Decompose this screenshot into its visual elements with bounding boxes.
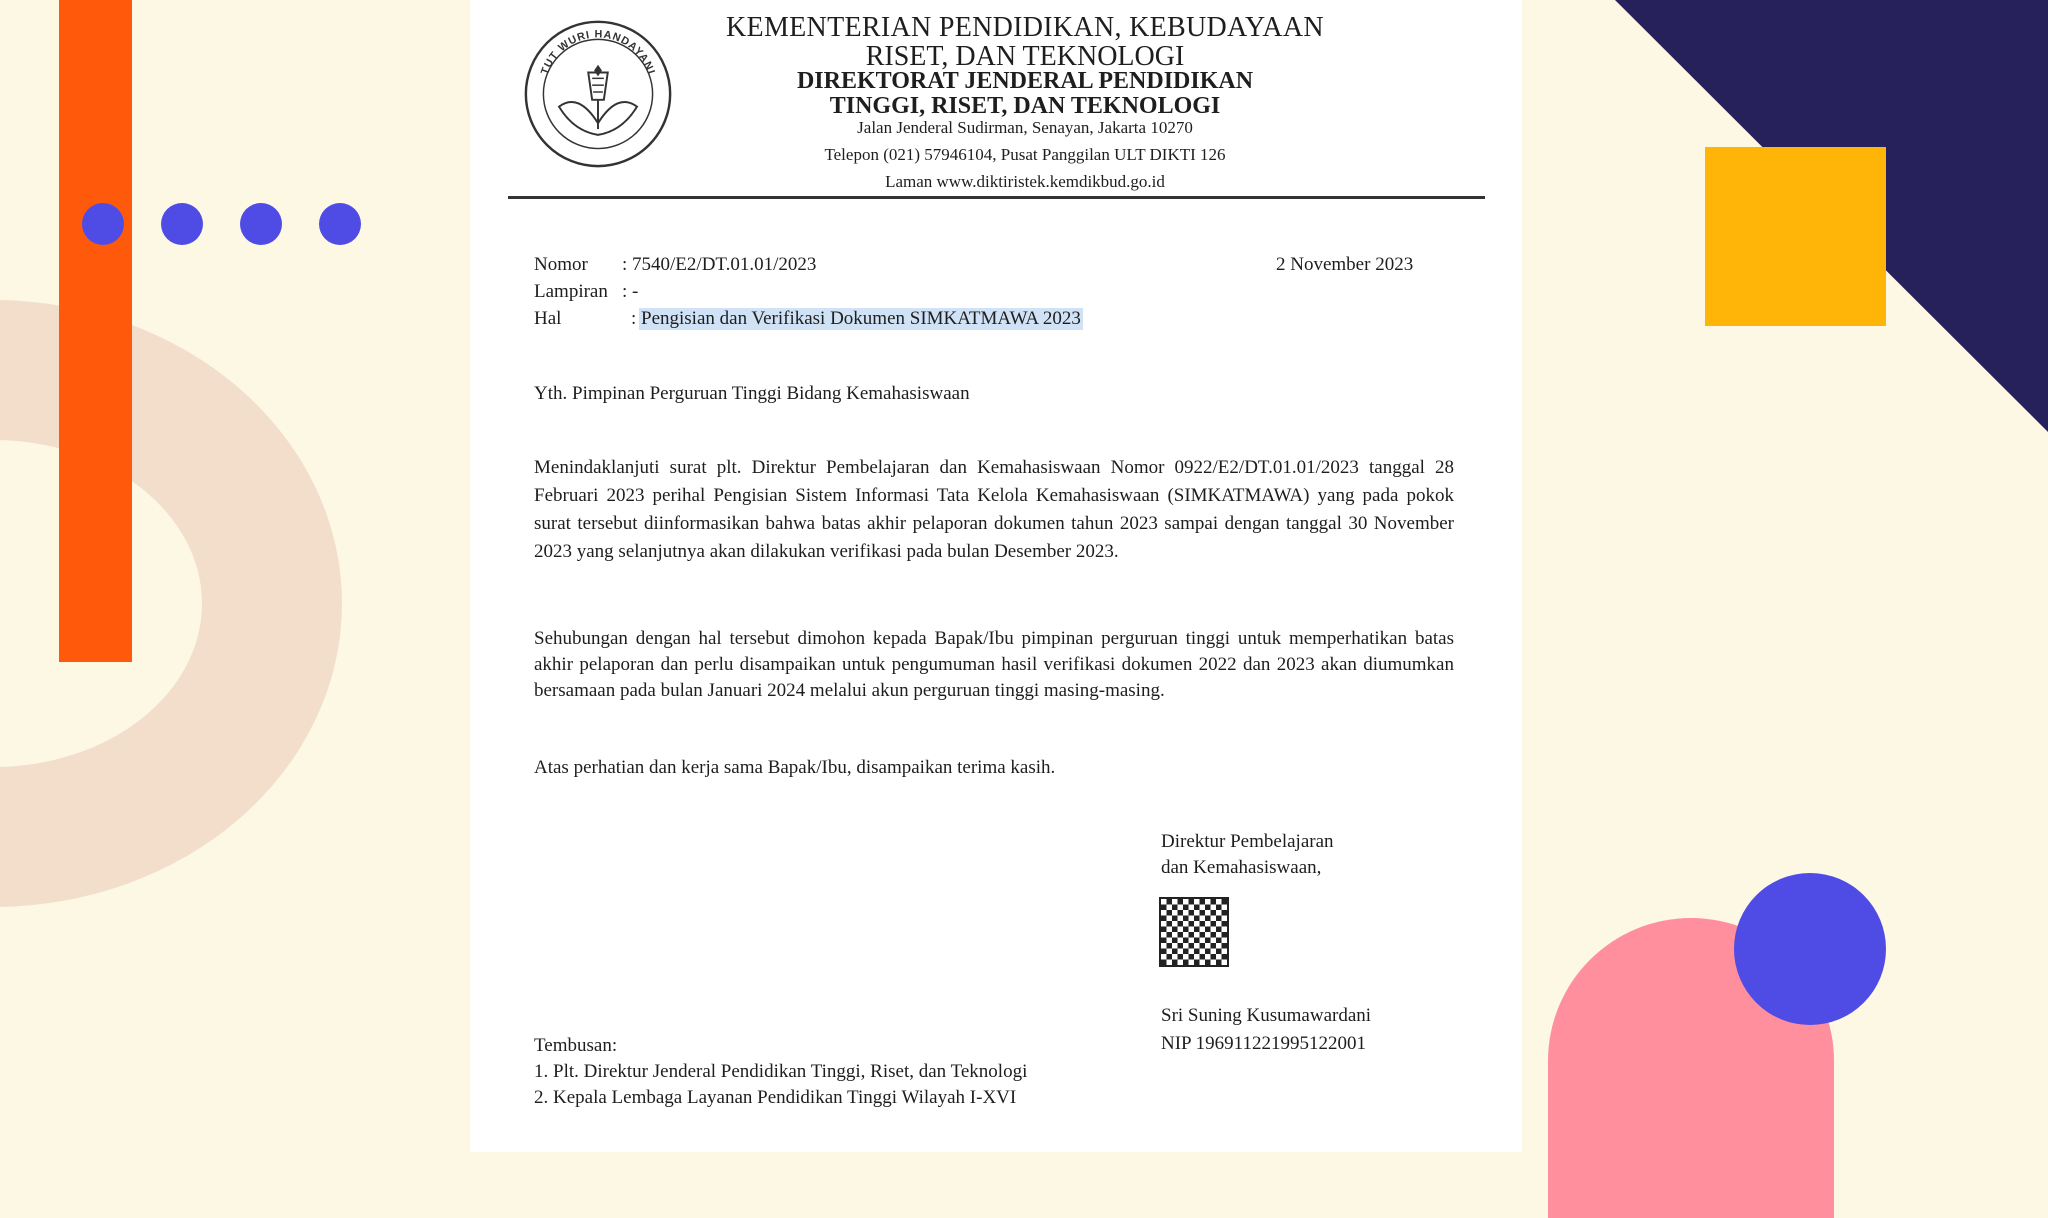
nomor-label: Nomor <box>534 254 588 275</box>
letterhead-ministry: KEMENTERIAN PENDIDIKAN, KEBUDAYAAN <box>726 12 1324 43</box>
tembusan-item: 2. Kepala Lembaga Layanan Pendidikan Tinggi Wilayah I-XVI <box>534 1087 1017 1108</box>
body-paragraph-1: Menindaklanjuti surat plt. Direktur Pembelajaran dan Kemahasiswaan Nomor 0922/E2/DT.01.01/2023 tanggal 28 Februari 2023 perihal Pengisian Sistem Informasi Tata Kelola Kemahasiswaan (SIMKATMAWA) yang pada pokok surat tersebut diinformasikan bahwa batas akhir pelaporan dokumen tahun 2023 sampai dengan tanggal 30 November 2023 yang selanjutnya akan dilakukan verifikasi pada bulan Desember 2023. <box>534 457 1454 562</box>
letter-document <box>470 0 1522 1152</box>
signatory-nip: NIP 196911221995122001 <box>1161 1033 1366 1054</box>
decorative-ring <box>0 300 342 907</box>
decorative-dot <box>161 203 203 245</box>
hal-colon: : <box>631 308 637 329</box>
addressee: Yth. Pimpinan Perguruan Tinggi Bidang Kemahasiswaan <box>534 383 970 404</box>
nomor-value: : 7540/E2/DT.01.01/2023 <box>622 254 817 275</box>
logo-motto: TUT WURI HANDAYANI <box>538 28 658 77</box>
letterhead-directorate: DIREKTORAT JENDERAL PENDIDIKAN <box>796 68 1254 94</box>
hal-label: Hal <box>534 308 562 329</box>
letterhead-divider <box>508 196 1485 199</box>
letterhead-phone: Telepon (021) 57946104, Pusat Panggilan ULT DIKTI 126 <box>824 145 1226 164</box>
decorative-dot <box>240 203 282 245</box>
letterhead-directorate-cont: TINGGI, RISET, DAN TEKNOLOGI <box>829 93 1221 119</box>
letterhead-ministry-cont: RISET, DAN TEKNOLOGI <box>865 41 1185 72</box>
decorative-dot <box>319 203 361 245</box>
letter-date: 2 November 2023 <box>1276 254 1414 275</box>
decorative-orange-bar <box>59 0 132 662</box>
decorative-yellow-square <box>1705 147 1886 326</box>
body-paragraph-2: Sehubungan dengan hal tersebut dimohon kepada Bapak/Ibu pimpinan perguruan tinggi untuk memperhatikan batas akhir pelaporan dan perlu disampaikan untuk pengumuman hasil verifikasi dokumen 2022 dan 2023 akan diumumkan bersamaan pada bulan Januari 2024 melalui akun perguruan tinggi masing-masing. <box>534 628 1454 701</box>
tembusan-label: Tembusan: <box>534 1035 618 1056</box>
signatory-name: Sri Suning Kusumawardani <box>1161 1005 1372 1026</box>
letterhead-website: Laman www.diktiristek.kemdikbud.go.id <box>885 172 1165 191</box>
decorative-blue-circle <box>1734 873 1886 1025</box>
closing-sentence: Atas perhatian dan kerja sama Bapak/Ibu, disampaikan terima kasih. <box>534 757 1056 778</box>
qr-code-icon <box>1161 899 1227 965</box>
tut-wuri-handayani-logo-icon <box>519 14 677 170</box>
signatory-title-cont: dan Kemahasiswaan, <box>1161 857 1322 878</box>
decorative-dot <box>82 203 124 245</box>
hal-subject-highlighted: Pengisian dan Verifikasi Dokumen SIMKATMAWA 2023 <box>641 308 1081 329</box>
lampiran-value: : - <box>622 281 639 302</box>
tembusan-item: 1. Plt. Direktur Jenderal Pendidikan Tinggi, Riset, dan Teknologi <box>534 1061 1028 1082</box>
signatory-title: Direktur Pembelajaran <box>1161 831 1334 852</box>
letterhead-address: Jalan Jenderal Sudirman, Senayan, Jakarta 10270 <box>857 118 1193 137</box>
lampiran-label: Lampiran <box>534 281 608 302</box>
